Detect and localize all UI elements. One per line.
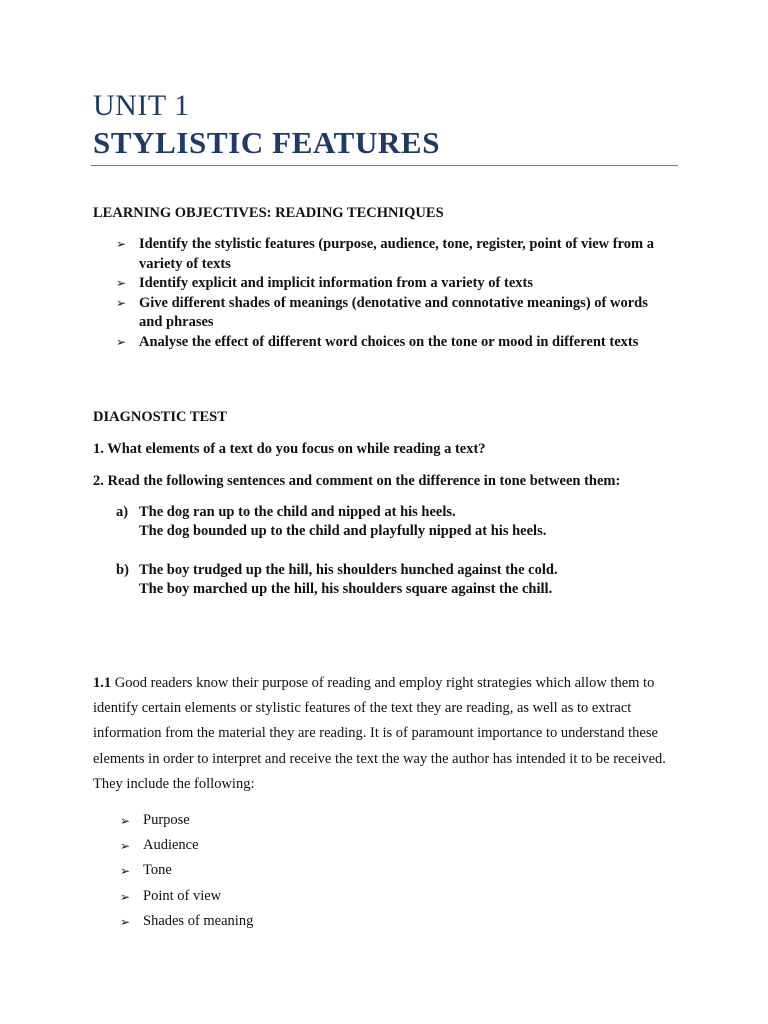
example-letter: a) [116, 504, 129, 520]
objective-text: Identify the stylistic features (purpose, audience, tone, register, point of view from a variety of texts [139, 236, 654, 272]
unit-title: STYLISTIC FEATURES [93, 125, 441, 160]
objectives-list [116, 235, 656, 352]
element-text: Point of view [143, 887, 222, 904]
arrowhead-bullet-icon: ➢ [116, 276, 127, 290]
section-number: 1.1 [93, 675, 112, 691]
elements-list [120, 808, 253, 934]
arrowhead-bullet-icon: ➢ [120, 864, 131, 879]
example-letter: b) [116, 562, 129, 578]
list-item [120, 858, 253, 883]
section-paragraph [93, 671, 685, 797]
question-1: 1. What elements of a text do you focus on while reading a text? [93, 441, 486, 457]
arrowhead-bullet-icon: ➢ [120, 839, 131, 854]
arrowhead-bullet-icon: ➢ [120, 814, 131, 828]
objective-text: Identify explicit and implicit information from a variety of texts [139, 275, 533, 291]
list-item [120, 909, 253, 934]
arrowhead-bullet-icon: ➢ [116, 334, 127, 349]
arrowhead-bullet-icon: ➢ [120, 914, 131, 929]
element-text: Audience [143, 837, 199, 854]
objectives-heading: LEARNING OBJECTIVES: READING TECHNIQUES [93, 205, 444, 221]
sentence-line: The boy marched up the hill, his shoulders square against the chill. [139, 581, 553, 597]
element-text: Shades of meaning [143, 912, 254, 929]
arrowhead-bullet-icon: ➢ [120, 889, 131, 904]
list-item [116, 274, 656, 294]
list-item [120, 808, 253, 833]
sentence-line: The boy trudged up the hill, his shoulders hunched against the cold. [139, 562, 558, 578]
sentence-line: The dog ran up to the child and nipped at his heels. [139, 504, 456, 520]
objective-text: Analyse the effect of different word choices on the tone or mood in different texts [139, 333, 639, 350]
list-item [116, 294, 656, 333]
question-2: 2. Read the following sentences and comment on the difference in tone between them: [93, 473, 621, 489]
unit-label: UNIT 1 [93, 89, 190, 122]
objective-text: Give different shades of meanings (denotative and connotative meanings) of words and phrases [139, 294, 648, 330]
list-item [116, 235, 656, 274]
list-item [120, 884, 253, 909]
list-item [120, 833, 253, 858]
arrowhead-bullet-icon: ➢ [116, 295, 127, 310]
element-text: Purpose [143, 812, 190, 828]
arrowhead-bullet-icon: ➢ [116, 237, 127, 251]
list-item [116, 333, 656, 353]
title-divider [91, 165, 678, 166]
diagnostic-heading: DIAGNOSTIC TEST [93, 409, 227, 425]
sentence-line: The dog bounded up to the child and playfully nipped at his heels. [139, 523, 547, 539]
element-text: Tone [143, 862, 172, 879]
paragraph-text: Good readers know their purpose of reading and employ right strategies which allow them to identify certain elements or stylistic features of the text they are reading, as well as to extract information from the material they are reading. It is of paramount importance to understand these elements in order to interpret and receive the text the way the author has intended it to be received. They include the following: [93, 675, 666, 792]
